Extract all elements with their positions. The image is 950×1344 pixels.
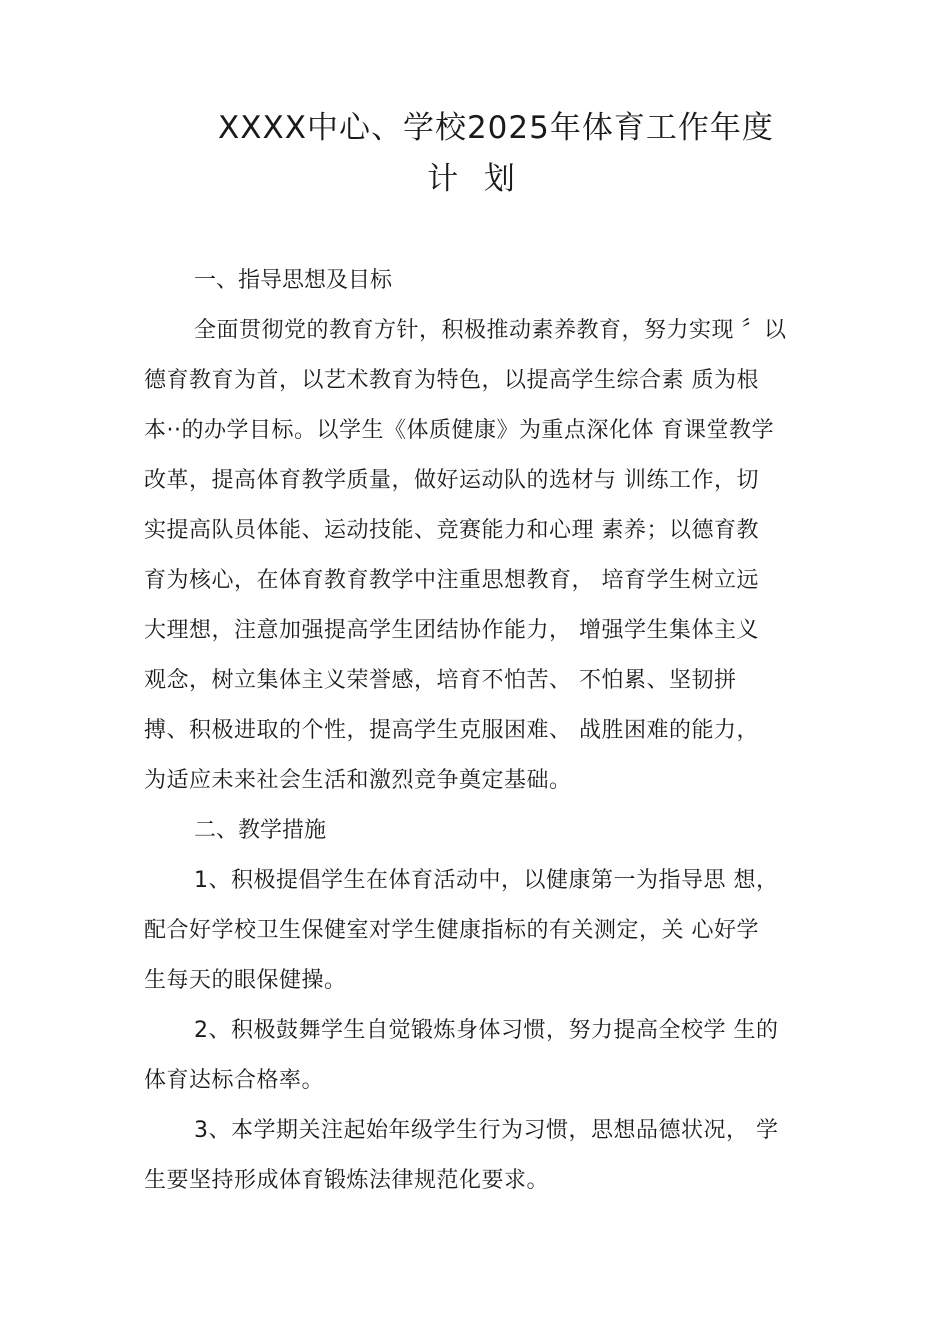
section-2-heading: 二、教学措施 xyxy=(194,818,327,843)
text-line: 全面贯彻党的教育方针，积极推动素养教育，努力实现 〞以 xyxy=(194,318,787,343)
text-line: 配合好学校卫生保健室对学生健康指标的有关测定，关 心好学 xyxy=(144,918,759,943)
text-line: 1、积极提倡学生在体育活动中，以健康第一为指导思 想， xyxy=(194,868,779,893)
text-line: 为适应未来社会生活和激烈竞争奠定基础。 xyxy=(144,768,572,793)
text-line: 改革，提高体育教学质量，做好运动队的选材与 训练工作，切 xyxy=(144,468,759,493)
text-line: 3、本学期关注起始年级学生行为习惯，思想品德状况， 学 xyxy=(194,1118,779,1143)
text-line: 本··的办学目标。以学生《体质健康》为重点深化体 育课堂教学 xyxy=(144,418,774,443)
text-line: 实提高队员体能、运动技能、竞赛能力和心理 素养；以德育教 xyxy=(144,518,759,543)
text-line: 生要坚持形成体育锻炼法律规范化要求。 xyxy=(144,1168,550,1193)
document-title-line-1: XXXX中心、学校2025年体育工作年度 xyxy=(218,110,774,146)
document-body xyxy=(144,256,844,1206)
document-title-line-2: 计 划 xyxy=(427,161,523,197)
text-line: 观念，树立集体主义荣誉感，培育不怕苦、 不怕累、坚韧拼 xyxy=(144,668,737,693)
text-line: 生每天的眼保健操。 xyxy=(144,968,347,993)
text-line: 2、积极鼓舞学生自觉锻炼身体习惯，努力提高全校学 生的 xyxy=(194,1018,779,1043)
text-line: 体育达标合格率。 xyxy=(144,1068,325,1093)
section-2-item-2 xyxy=(144,1006,844,1106)
section-1-paragraph xyxy=(144,306,844,806)
text-line: 育为核心，在体育教育教学中注重思想教育， 培育学生树立远 xyxy=(144,568,759,593)
text-line: 大理想，注意加强提高学生团结协作能力， 增强学生集体主义 xyxy=(144,618,759,643)
text-line: 搏、积极进取的个性，提高学生克服困难、 战胜困难的能力， xyxy=(144,718,759,743)
section-1-heading: 一、指导思想及目标 xyxy=(194,268,393,293)
text-line: 德育教育为首，以艺术教育为特色，以提高学生综合素 质为根 xyxy=(144,368,759,393)
section-2-item-3 xyxy=(144,1106,844,1206)
section-2-item-1 xyxy=(144,856,844,1006)
